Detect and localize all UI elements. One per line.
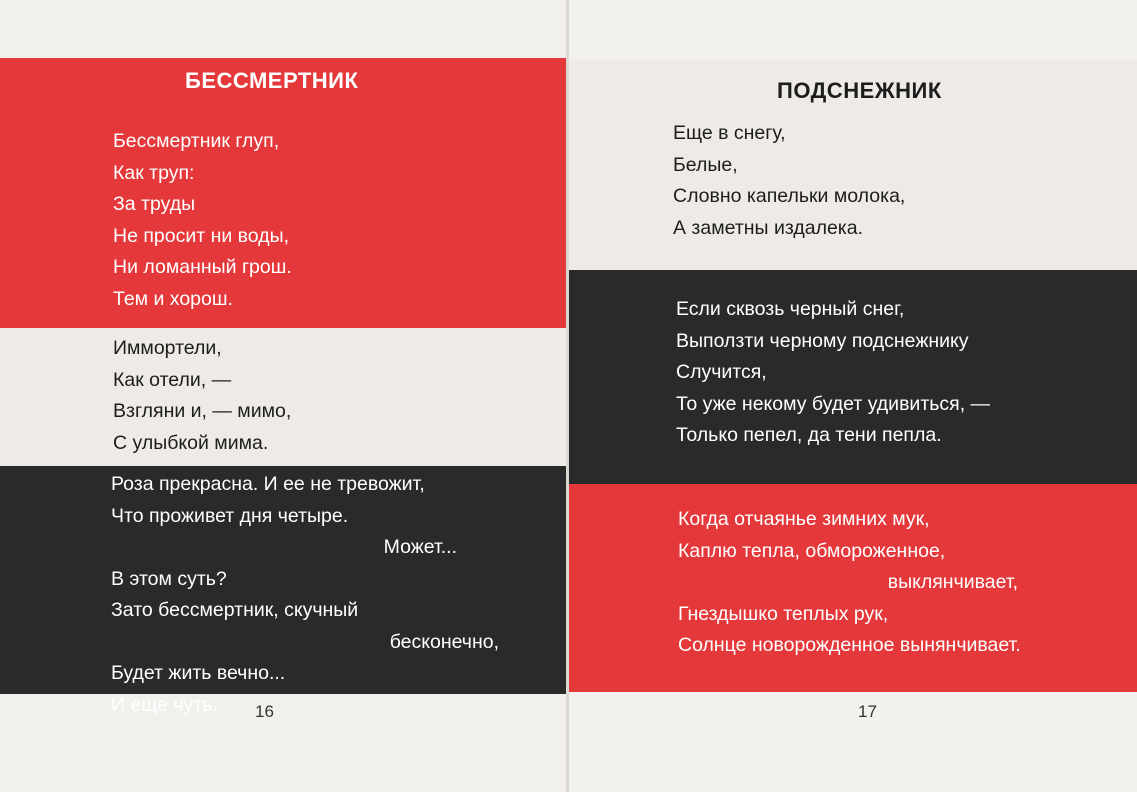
stanza-2 (113, 337, 513, 463)
poem-line: За труды (113, 193, 196, 215)
poem-line: С улыбкой мима. (113, 431, 269, 454)
left-page (0, 0, 568, 792)
page-number-left: 16 (255, 702, 274, 721)
poem-line: Каплю тепла, обмороженное, (678, 539, 946, 562)
poem-line: И еще чуть. (111, 693, 218, 716)
poem-line: Выползти черному подснежнику (676, 329, 969, 352)
poem-line: Белые, (673, 153, 738, 176)
poem-line: Словно капельки молока, (673, 185, 906, 207)
poem-line: То уже некому будет удивиться, — (676, 392, 991, 415)
stanza-1 (113, 130, 513, 319)
poem-line: Еще в снегу, (673, 122, 786, 144)
poem-line: Случится, (676, 361, 767, 383)
poem-line: Как отели, — (113, 368, 232, 391)
poem-line: Может... (383, 536, 457, 558)
poem-line: Взгляни и, — мимо, (113, 400, 292, 422)
poem-line: Ни ломанный грош. (113, 256, 292, 278)
stanza-3 (111, 473, 499, 725)
poem-line: Что проживет дня четыре. (111, 504, 349, 527)
poem-line: Солнце новорожденное вынянчивает. (678, 634, 1021, 656)
stanza-2 (676, 298, 1116, 456)
poem-line: Не просит ни воды, (113, 224, 290, 247)
poem-line: А заметны издалека. (673, 216, 864, 239)
stanza-3 (678, 508, 1098, 666)
poem-title-bessmertnik: БЕССМЕРТНИК (185, 68, 359, 93)
poem-line: Если сквозь черный снег, (676, 298, 905, 320)
poem-line: Бессмертник глуп, (113, 130, 280, 152)
poem-line: В этом суть? (111, 567, 227, 590)
poem-line: Когда отчаянье зимних мук, (678, 508, 930, 530)
poem-line: выклянчивает, (887, 571, 1018, 593)
poem-line: Роза прекрасна. И ее не тревожит, (111, 473, 425, 495)
poem-line: Зато бессмертник, скучный (111, 599, 359, 621)
poem-line: Будет жить вечно... (111, 662, 286, 684)
poem-line: Гнездышко теплых рук, (678, 602, 889, 625)
stanza-1 (673, 122, 1073, 248)
poem-line: Только пепел, да тени пепла. (676, 424, 942, 446)
poem-line: Как труп: (113, 161, 195, 184)
poem-line: Иммортели, (113, 337, 222, 359)
right-page (568, 0, 1137, 792)
poem-line: бесконечно, (389, 630, 499, 653)
book-spine (566, 0, 569, 792)
poem-title-podsnezhnik: ПОДСНЕЖНИК (777, 78, 942, 103)
poem-line: Тем и хорош. (113, 287, 233, 310)
page-number-right: 17 (858, 702, 877, 721)
